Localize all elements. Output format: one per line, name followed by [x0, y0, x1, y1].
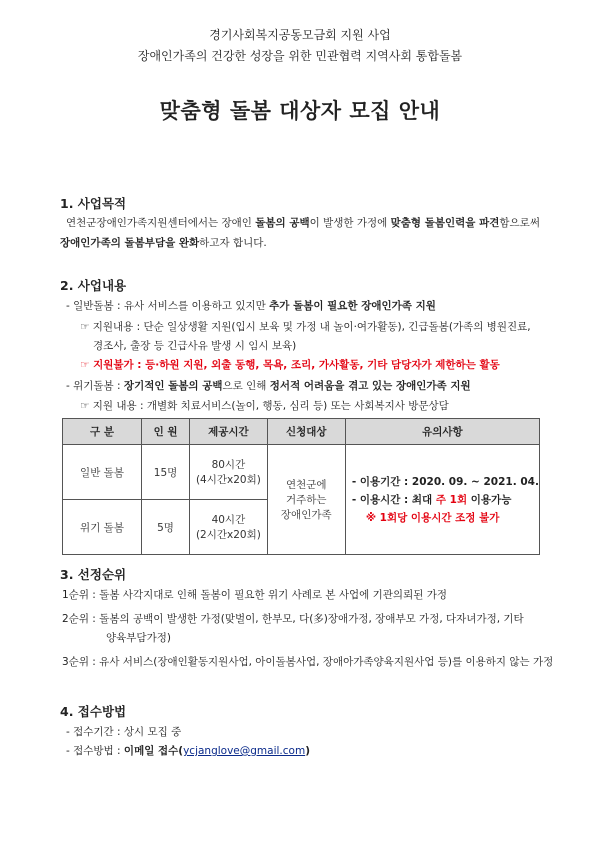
application-method — [66, 743, 310, 758]
text-bold: 돌봄의 공백 — [255, 217, 310, 229]
cell-notes — [345, 445, 539, 555]
support-content-line: ☞ 지원내용 : 단순 일상생활 지원(입시 보육 및 가정 내 놀이·여가활동), 긴급돌봄(가족의 병원진료, — [80, 321, 531, 333]
text: 이 발생한 가정에 — [309, 217, 391, 229]
crisis-care-line — [66, 378, 471, 393]
text: 으로 인해 — [222, 380, 270, 392]
care-table — [62, 418, 540, 555]
support-content-line-2: 경조사, 출장 등 긴급사유 발생 시 임시 보육) — [93, 340, 297, 352]
cell-count: 5명 — [142, 500, 190, 555]
hours-total: 40시간 — [211, 514, 246, 526]
text: - 접수방법 : — [66, 745, 124, 757]
text-bold: 맞춤형 돌봄인력을 파견 — [390, 217, 500, 229]
priority-2-cont: 양육부담가정) — [106, 632, 171, 644]
text: 이용가능 — [467, 494, 512, 506]
section-2-heading: 2. 사업내용 — [60, 278, 127, 293]
cell-count: 15명 — [142, 445, 190, 500]
text-bold: 장기적인 돌봄의 공백 — [123, 380, 223, 392]
text: 연천군장애인가족지원센터에서는 장애인 — [66, 217, 256, 229]
header-notes: 유의사항 — [345, 419, 539, 445]
application-period: - 접수기간 : 상시 모집 중 — [66, 726, 182, 738]
text: 하고자 합니다. — [199, 237, 267, 249]
header-type: 구 분 — [63, 419, 142, 445]
text-red: 주 1회 — [435, 494, 468, 506]
section-1-heading: 1. 사업목적 — [60, 196, 127, 211]
priority-2: 2순위 : 돌봄의 공백이 발생한 가정(맞벌이, 한부모, 다(多)장애가정, 장애부모 가정, 다자녀가정, 기타 — [62, 613, 524, 625]
hours-total: 80시간 — [211, 459, 246, 471]
not-supported-line: ☞ 지원불가 : 등·하원 지원, 외출 동행, 목욕, 조리, 가사활동, 기타 담당자가 제한하는 활동 — [80, 359, 500, 371]
cell-target — [267, 445, 345, 555]
hours-detail: (2시간x20회) — [195, 529, 261, 541]
target-line: 거주하는 — [285, 494, 327, 506]
table-header-row — [63, 419, 540, 445]
section-4-heading: 4. 접수방법 — [60, 704, 127, 719]
text-bold: 이메일 접수( — [123, 745, 184, 757]
sponsor-line: 경기사회복지공동모금회 지원 사업 — [209, 28, 391, 42]
table-row — [63, 445, 540, 500]
time-note — [352, 492, 539, 507]
header-count: 인 원 — [142, 419, 190, 445]
cell-hours — [190, 500, 268, 555]
page-title: 맞춤형 돌봄 대상자 모집 안내 — [159, 99, 441, 123]
cell-hours — [190, 445, 268, 500]
target-line: 연천군에 — [285, 479, 327, 491]
text-bold: 추가 돌봄이 필요한 장애인가족 지원 — [269, 300, 436, 312]
header-target: 신청대상 — [267, 419, 345, 445]
purpose-line-1 — [66, 215, 540, 230]
text: 함으로써 — [499, 217, 540, 229]
header-hours: 제공시간 — [190, 419, 268, 445]
text: - 이용시간 : 최대 — [351, 494, 436, 506]
general-care-line — [66, 298, 436, 313]
priority-1: 1순위 : 돌봄 사각지대로 인해 돌봄이 필요한 위기 사례로 본 사업에 기관의뢰된 가정 — [62, 589, 447, 601]
project-line: 장애인가족의 건강한 성장을 위한 민관협력 지역사회 통합돌봄 — [137, 49, 463, 63]
period-note: - 이용기간 : 2020. 09. ~ 2021. 04. — [351, 476, 539, 488]
crisis-support-line: ☞ 지원 내용 : 개별화 치료서비스(놀이, 행동, 심리 등) 또는 사회복지사 방문상담 — [80, 400, 449, 412]
text: - 위기돌봄 : — [66, 380, 124, 392]
text-bold: 정서적 어려움을 겪고 있는 장애인가족 지원 — [269, 380, 471, 392]
hours-detail: (4시간x20회) — [195, 474, 261, 486]
cell-type: 위기 돌봄 — [63, 500, 142, 555]
target-line: 장애인가족 — [280, 509, 332, 521]
email-link[interactable]: ycjanglove@gmail.com — [183, 745, 306, 757]
purpose-line-2 — [60, 235, 267, 250]
cell-type: 일반 돌봄 — [63, 445, 142, 500]
text-bold: ) — [305, 745, 311, 757]
restriction-note: ※ 1회당 이용시간 조정 불가 — [365, 512, 500, 524]
text: - 일반돌봄 : 유사 서비스를 이용하고 있지만 — [66, 300, 270, 312]
text-bold: 장애인가족의 돌봄부담을 완화 — [60, 237, 200, 249]
priority-3: 3순위 : 유사 서비스(장애인활동지원사업, 아이돌봄사업, 장애아가족양육지원사업 등)를 이용하지 않는 가정 — [62, 656, 554, 668]
section-3-heading: 3. 선정순위 — [60, 567, 127, 582]
